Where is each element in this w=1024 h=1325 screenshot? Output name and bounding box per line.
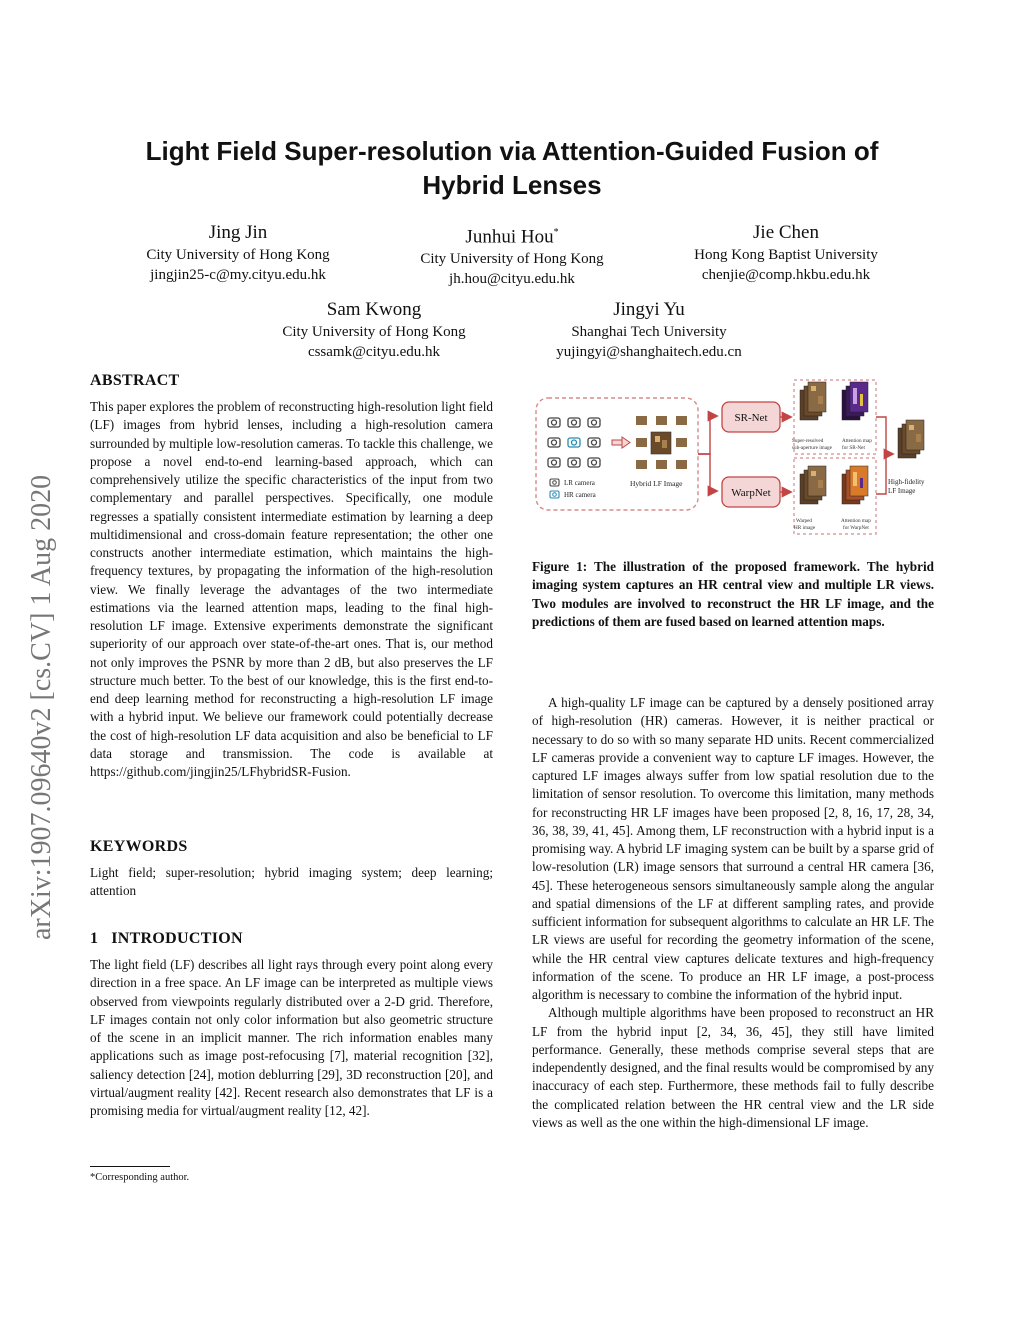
camera-legend — [550, 479, 597, 499]
warped-stack — [800, 466, 826, 504]
right-column-text — [532, 694, 934, 1132]
abstract-heading: ABSTRACT — [90, 372, 180, 389]
author-block — [511, 298, 787, 362]
author-affiliation: City University of Hong Kong — [420, 251, 604, 268]
camera-grid — [548, 418, 600, 467]
warpnet-block — [722, 477, 780, 507]
intro-paragraph-1: The light field (LF) describes all light rays through every point along every direction in a free space. An LF image can be interpreted as multiple views observed from viewpoints regularly distributed over a 2-D grid. Therefore, LF images contain not only color information but also geometric structure of the scene in an implicit manner. The rich information enables many applications such as image post-refocusing [7], material recognition [32], saliency detection [24], motion deblurring [29], 3D reconstruction [20], and virtual/augment reality [42]. Recent research also demonstrates that LF is a promising media for virtual/augment reality [12, 42]. — [90, 957, 493, 1118]
author-affiliation: City University of Hong Kong — [146, 247, 330, 263]
author-email[interactable]: jingjin25-c@my.cityu.edu.hk — [150, 267, 326, 283]
warp-attention-stack — [842, 466, 868, 504]
author-affiliation: Shanghai Tech University — [571, 324, 727, 340]
output-lf-stack — [898, 420, 924, 458]
att-sr-label-1: Attention map — [842, 438, 872, 444]
warped-label-2: HR image — [794, 525, 816, 531]
author-block — [374, 221, 650, 289]
lr-camera-label: LR camera — [564, 479, 595, 487]
author-block — [100, 221, 376, 285]
fusion-arrow-bottom — [876, 456, 886, 494]
author-email[interactable]: chenjie@comp.hkbu.edu.hk — [701, 267, 871, 283]
author-block — [236, 298, 512, 362]
sr-stack — [800, 382, 826, 420]
framework-figure — [530, 376, 942, 538]
warpnet-label: WarpNet — [731, 487, 771, 499]
intro-heading: 1 INTRODUCTION — [90, 930, 243, 947]
att-sr-label-2: for SR-Net — [842, 445, 865, 451]
author-name: Junhui Hou — [465, 226, 554, 248]
title-line-2: Hybrid Lenses — [422, 170, 602, 200]
input-box — [536, 398, 698, 510]
author-affiliation: City University of Hong Kong — [282, 324, 466, 340]
hr-camera-label: HR camera — [564, 491, 596, 499]
input-arrow — [612, 437, 630, 448]
author-email[interactable]: cssamk@cityu.edu.hk — [307, 344, 441, 360]
sr-attention-stack — [842, 382, 868, 420]
author-name: Sam Kwong — [326, 299, 422, 320]
right-paragraph-2: Although multiple algorithms have been proposed to reconstruct an HR LF from the hybrid input [2, 34, 36, 45], they still have limited performance. Generally, these methods comprise several steps that are independently designed, and the final results would be compromised by any inaccuracy of each step. Furthermore, these methods fail to fully describe the complicated relation between the HR central view and the LR side views as well as the one within the high-dimensional LF image. — [532, 1005, 934, 1130]
abstract-text: This paper explores the problem of reconstructing high-resolution light field (LF) images from hybrid lenses, including a high-resolution camera surrounded by multiple low-resolution cameras. To tackle this challenge, we propose a novel end-to-end learning-based approach, which can comprehensively utilize the specific characteristics of the input from two complementary and parallel perspectives. Specifically, one module regresses a spatially consistent intermediate estimation by learning a deep multidimensional and cross-domain feature representation; the other one constructs another intermediate estimation, which maintains the high-frequency textures, by propagating the information of the high-resolution view. We finally leverage the advantages of the two intermediate estimations via the learned attention maps, leading to the final high-resolution LF image. Extensive experiments demonstrate the significant superiority of our approach over state-of-the-art ones. That is, our method not only improves the PSNR by more than 2 dB, but also preserves the LF structure much better. To the best of our knowledge, this is the first end-to-end deep learning method for reconstructing a high-resolution LF image with a hybrid input. We believe our framework could potentially decrease the cost of high-resolution LF data acquisition and also be beneficial to LF data storage and transmission. The code is available at https://github.com/jingjin25/LFhybridSR-Fusion. — [90, 399, 493, 779]
author-name-wrap — [374, 221, 650, 249]
hybrid-lf-label: Hybrid LF Image — [630, 479, 683, 488]
footnote: *Corresponding author. — [90, 1172, 190, 1183]
footnote-rule — [90, 1166, 170, 1167]
corresponding-mark: * — [553, 227, 559, 238]
title-line-1: Light Field Super-resolution via Attention-Guided Fusion of — [145, 136, 879, 166]
hybrid-lf-image — [630, 416, 687, 488]
sr-net-label: SR-Net — [734, 412, 768, 424]
author-email[interactable]: jh.hou@cityu.edu.hk — [449, 271, 575, 288]
output-label-1: High-fidelity — [888, 478, 925, 486]
sr-net-block — [722, 402, 780, 432]
att-warp-label-1: Attention map — [841, 518, 871, 524]
author-name: Jingyi Yu — [613, 299, 685, 320]
author-name: Jie Chen — [753, 222, 819, 243]
warped-label-1: Warped — [796, 518, 812, 524]
branch-arrow-bottom — [698, 454, 716, 491]
keywords-text: Light field; super-resolution; hybrid imaging system; deep learning; attention — [90, 865, 493, 899]
fusion-arrow-top — [876, 417, 892, 454]
paper-title — [80, 134, 944, 202]
sr-sub-label-2: sub-aperture image — [792, 445, 832, 451]
author-name: Jing Jin — [208, 222, 268, 243]
keywords-heading: KEYWORDS — [90, 838, 188, 855]
author-email[interactable]: yujingyi@shanghaitech.edu.cn — [556, 344, 742, 360]
sr-sub-label-1: Super-resolved — [792, 438, 824, 444]
author-block — [648, 221, 924, 285]
author-affiliation: Hong Kong Baptist University — [694, 247, 878, 263]
right-paragraph-1: A high-quality LF image can be captured by a densely positioned array of high-resolution (HR) cameras. However, it is neither practical or necessary to do so with so many separate HD units. Recent commercialized LF cameras provide a convenient way to capture LF images. However, the captured LF images always suffer from low spatial resolution due to the limitation of sensor resolution. To overcome this limitation, many methods for reconstructing HR LF images have been proposed [2, 8, 16, 17, 28, 34, 36, 38, 39, 41, 45]. Among them, LF reconstruction with a hybrid input is a promising way. A hybrid LF imaging system can be built by a sparse grid of low-resolution (LR) image sensors that surround a central HR camera [36, 45]. These heterogeneous sensors simultaneously sample along the angular and spatial dimensions of the LF at different sampling rates, and provide sufficient information for subsequent algorithms to calculate an HR LF. The LR views are useful for recording the geometry information of the scene, while the HR central view captures delicate textures and high-frequency information of the scene. To produce an HR LF image, a post-process algorithm is necessary to combine the information of the hybrid input. — [532, 695, 934, 1002]
output-label-2: LF Image — [888, 487, 916, 495]
att-warp-label-2: for WarpNet — [843, 525, 869, 531]
branch-arrow-top — [698, 416, 716, 454]
arxiv-stamp: arXiv:1907.09640v2 [cs.CV] 1 Aug 2020 — [26, 474, 57, 940]
figure-caption: Figure 1: The illustration of the proposed framework. The hybrid imaging system captures an HR central view and multiple LR views. Two modules are involved to reconstruct the HR LF image, and the predictions of them are fused based on learned attention maps. — [532, 559, 934, 629]
